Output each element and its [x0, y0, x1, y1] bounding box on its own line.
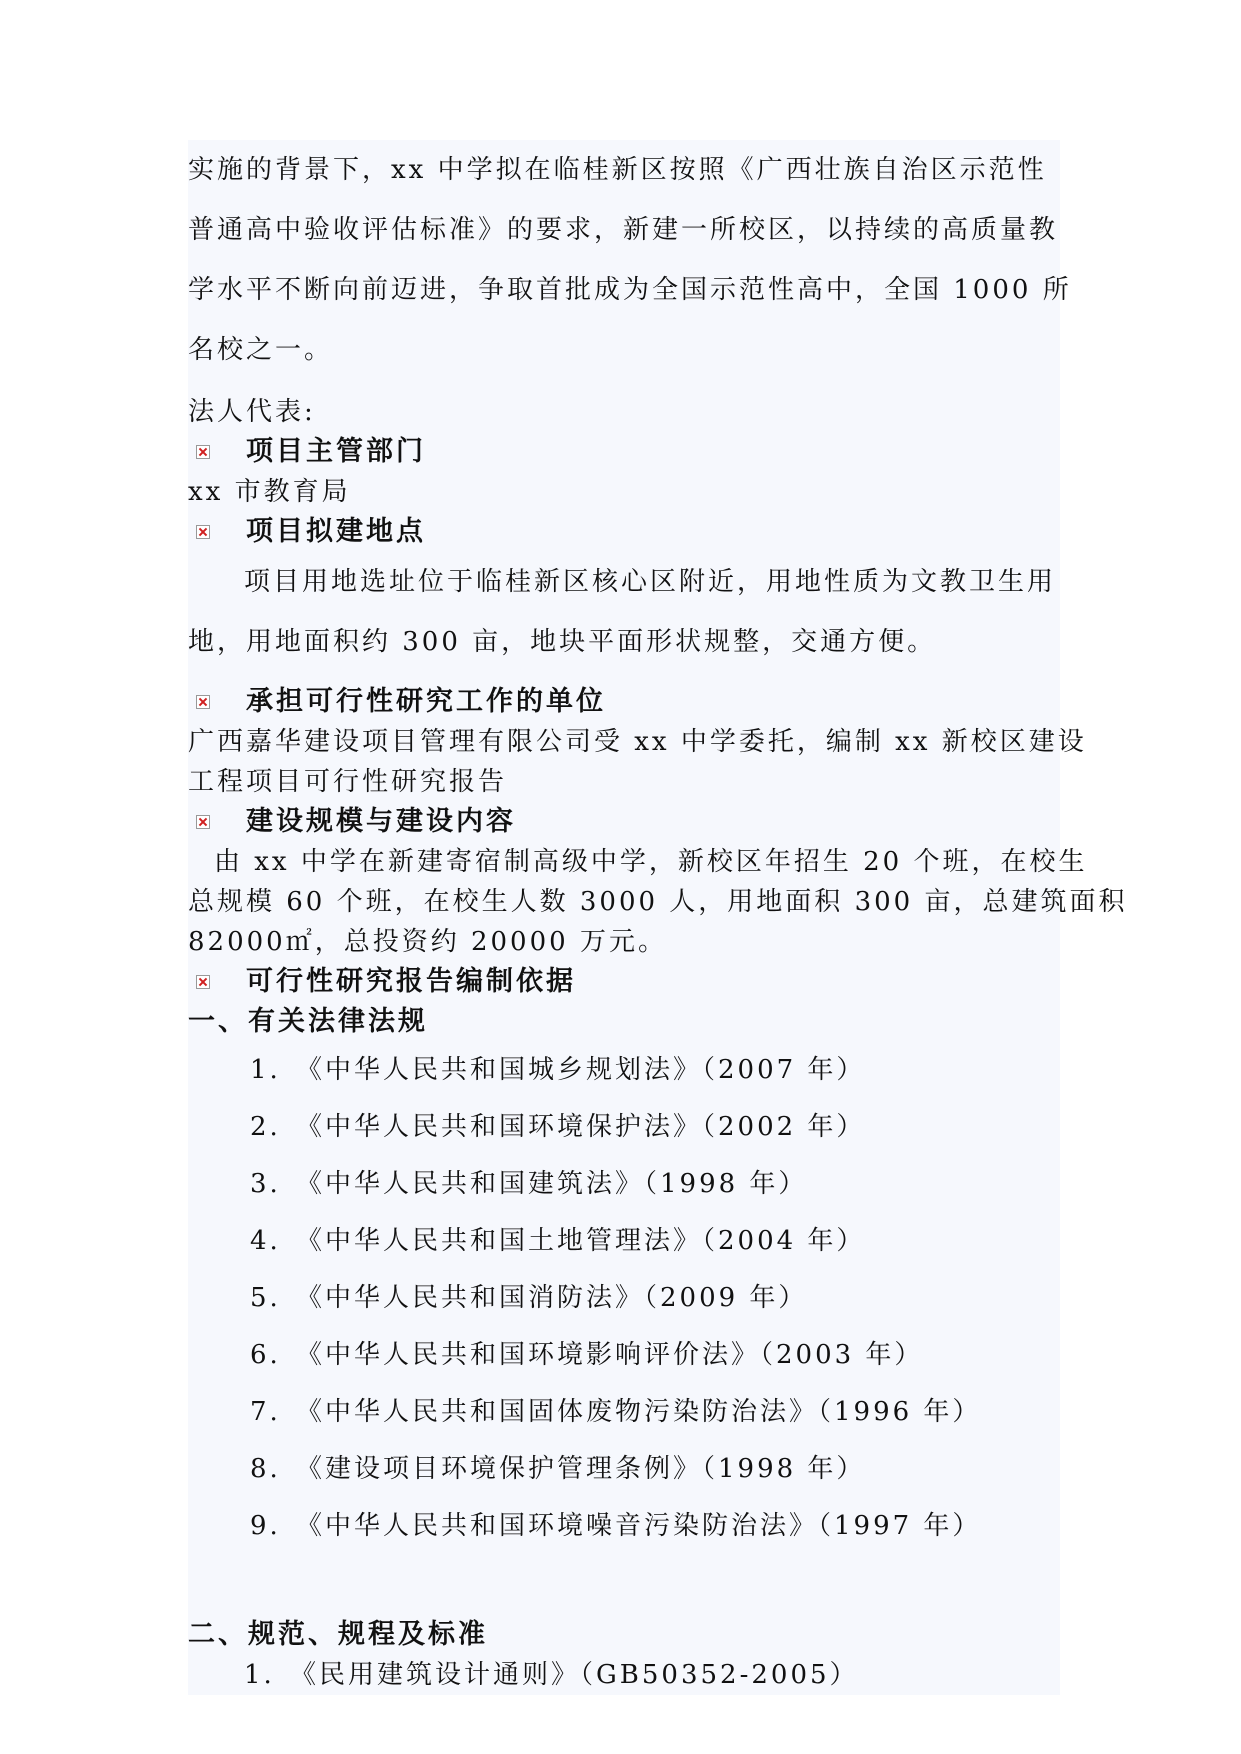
document-body [188, 140, 1128, 1695]
list-text: 《中华人民共和国城乡规划法》（2007 年） [296, 1055, 866, 1085]
site-line: 地，用地面积约 300 亩，地块平面形状规整，交通方便。 [188, 627, 937, 657]
law-list [188, 1042, 1060, 1555]
list-number: 6. [250, 1340, 281, 1370]
part1-title: 一、有关法律法规 [188, 1006, 428, 1037]
list-item [188, 1327, 1060, 1384]
list-number: 3. [250, 1169, 281, 1199]
list-number: 1. [244, 1660, 275, 1690]
list-number: 2. [250, 1112, 281, 1142]
list-text: 《中华人民共和国环境保护法》（2002 年） [296, 1112, 866, 1142]
list-item [188, 1498, 1060, 1555]
list-text: 《建设项目环境保护管理条例》（1998 年） [296, 1454, 866, 1484]
list-item [188, 1441, 1060, 1498]
section-heading-text: 项目主管部门 [246, 436, 426, 467]
list-text: 《中华人民共和国固体废物污染防治法》（1996 年） [296, 1397, 982, 1427]
intro-line: 学水平不断向前迈进，争取首批成为全国示范性高中，全国 1000 所 [188, 275, 1072, 305]
broken-image-icon [196, 695, 210, 709]
scale-line: 由 xx 中学在新建寄宿制高级中学，新校区年招生 20 个班，在校生 [214, 847, 1088, 877]
section-basis-heading [188, 962, 1060, 1002]
list-item [188, 1042, 1060, 1099]
section-unit-heading [188, 682, 1060, 722]
list-text: 《中华人民共和国土地管理法》（2004 年） [296, 1226, 866, 1256]
list-item [188, 1655, 1060, 1695]
list-text: 《中华人民共和国环境影响评价法》（2003 年） [296, 1340, 924, 1370]
spacer [188, 1555, 1060, 1615]
list-item [188, 1156, 1060, 1213]
unit-line: 工程项目可行性研究报告 [188, 767, 508, 797]
site-paragraph [188, 552, 1060, 672]
part2-title: 二、规范、规程及标准 [188, 1619, 488, 1650]
list-number: 8. [250, 1454, 281, 1484]
scale-line: 82000㎡，总投资约 20000 万元。 [188, 927, 667, 957]
list-number: 4. [250, 1226, 281, 1256]
list-text: 《民用建筑设计通则》（GB50352-2005） [290, 1660, 859, 1690]
list-item [188, 1099, 1060, 1156]
section-dept-heading [188, 432, 1060, 472]
broken-image-icon [196, 525, 210, 539]
list-number: 1. [250, 1055, 281, 1085]
list-number: 5. [250, 1283, 281, 1313]
list-text: 《中华人民共和国建筑法》（1998 年） [296, 1169, 808, 1199]
list-item [188, 1213, 1060, 1270]
intro-paragraph [188, 140, 1072, 380]
dept-text: xx 市教育局 [188, 477, 351, 507]
intro-line: 实施的背景下，xx 中学拟在临桂新区按照《广西壮族自治区示范性 [188, 155, 1047, 185]
broken-image-icon [196, 975, 210, 989]
section-scale-heading [188, 802, 1060, 842]
scale-line: 总规模 60 个班，在校生人数 3000 人，用地面积 300 亩，总建筑面积 [188, 887, 1128, 917]
section-site-heading [188, 512, 1060, 552]
list-number: 7. [250, 1397, 281, 1427]
section-heading-text: 建设规模与建设内容 [246, 806, 516, 837]
list-number: 9. [250, 1511, 281, 1541]
list-text: 《中华人民共和国消防法》（2009 年） [296, 1283, 808, 1313]
broken-image-icon [196, 445, 210, 459]
list-item [188, 1270, 1060, 1327]
intro-line: 普通高中验收评估标准》的要求，新建一所校区，以持续的高质量教 [188, 215, 1059, 245]
unit-line: 广西嘉华建设项目管理有限公司受 xx 中学委托，编制 xx 新校区建设 [188, 727, 1087, 757]
intro-line: 名校之一。 [188, 335, 334, 365]
list-item [188, 1384, 1060, 1441]
section-heading-text: 项目拟建地点 [246, 516, 426, 547]
site-line: 项目用地选址位于临桂新区核心区附近，用地性质为文教卫生用 [244, 567, 1057, 597]
broken-image-icon [196, 815, 210, 829]
legal-rep-label: 法人代表: [188, 397, 316, 427]
section-heading-text: 可行性研究报告编制依据 [246, 966, 576, 997]
list-text: 《中华人民共和国环境噪音污染防治法》（1997 年） [296, 1511, 982, 1541]
section-heading-text: 承担可行性研究工作的单位 [246, 686, 606, 717]
